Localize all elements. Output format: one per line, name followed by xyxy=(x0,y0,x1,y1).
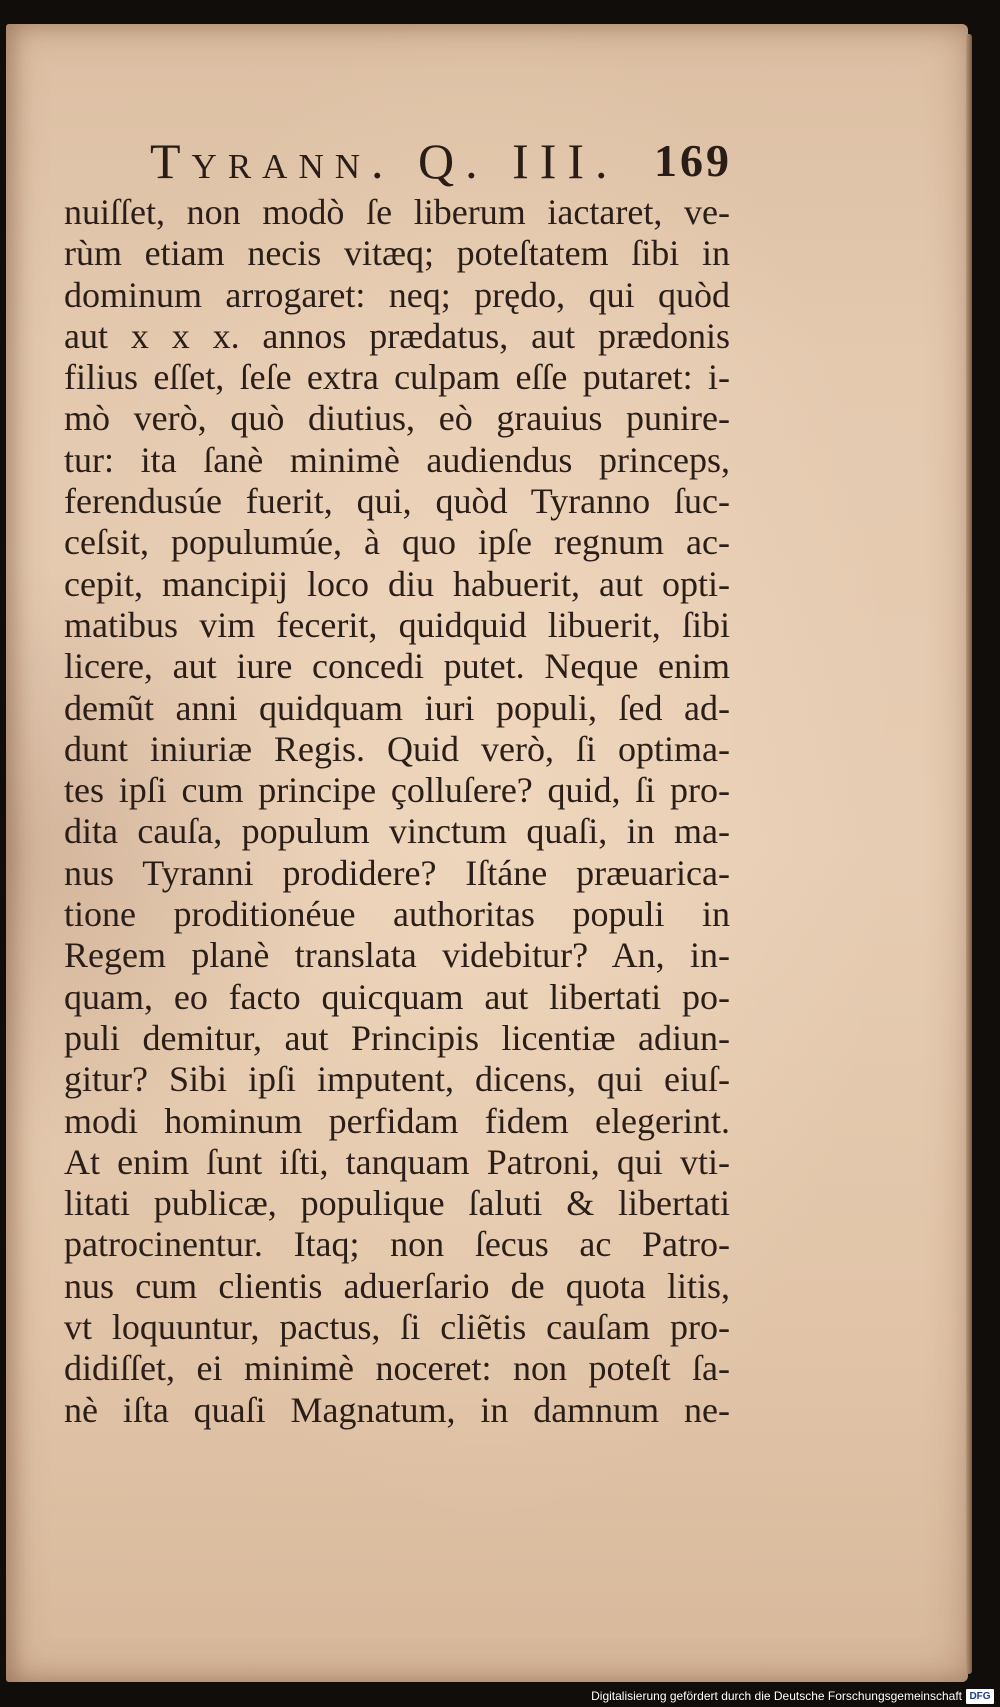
page-edge xyxy=(966,34,972,1674)
text-line: nus Tyranni prodidere? Iſtáne præuarica- xyxy=(64,852,730,893)
text-line: matibus vim fecerit, quidquid libuerit, ſibi xyxy=(64,604,730,645)
text-line: aut x x x. annos prædatus, aut prædonis xyxy=(64,315,730,356)
page-header xyxy=(150,126,732,196)
text-line: tione proditionéue authoritas populi in xyxy=(64,894,730,935)
text-line: ferendusúe fuerit, qui, quòd Tyranno ſuc- xyxy=(64,481,730,522)
body-text xyxy=(64,192,730,1431)
text-line: tes ipſi cum principe çolluſere? quid, ſi pro- xyxy=(64,770,730,811)
text-line: dunt iniuriæ Regis. Quid verò, ſi optima- xyxy=(64,728,730,769)
text-line: rùm etiam necis vitæq; poteſtatem ſibi in xyxy=(64,233,730,274)
text-line: cepit, mancipij loco diu habuerit, aut opti- xyxy=(64,563,730,604)
dfg-logo: DFG xyxy=(966,1689,994,1704)
digitization-credit: Digitalisierung gefördert durch die Deutsche Forschungsgemeinschaft xyxy=(591,1689,962,1703)
text-line: Regem planè translata videbitur? An, in- xyxy=(64,935,730,976)
text-line: quam, eo facto quicquam aut libertati po- xyxy=(64,976,730,1017)
text-line: demũt anni quidquam iuri populi, ſed ad- xyxy=(64,687,730,728)
text-line: nus cum clientis aduerſario de quota litis, xyxy=(64,1265,730,1306)
text-line: puli demitur, aut Principis licentiæ adiun- xyxy=(64,1017,730,1058)
page-number: 169 xyxy=(654,135,732,186)
text-line: modi hominum perfidam fidem elegerint. xyxy=(64,1100,730,1141)
book-page xyxy=(6,24,968,1682)
text-line: patrocinentur. Itaq; non ſecus ac Patro- xyxy=(64,1224,730,1265)
text-line: vt loquuntur, pactus, ſi cliẽtis cauſam pro- xyxy=(64,1307,730,1348)
text-line: litati publicæ, populique ſaluti & libertati xyxy=(64,1183,730,1224)
text-line: gitur? Sibi ipſi imputent, dicens, qui eiuſ- xyxy=(64,1059,730,1100)
text-line: filius eſſet, ſeſe extra culpam eſſe putaret: i- xyxy=(64,357,730,398)
text-line: nè iſta quaſi Magnatum, in damnum ne- xyxy=(64,1389,730,1430)
text-line: licere, aut iure concedi putet. Neque enim xyxy=(64,646,730,687)
text-line: At enim ſunt iſti, tanquam Patroni, qui vti- xyxy=(64,1141,730,1182)
text-line: mò verò, quò diutius, eò grauius punire- xyxy=(64,398,730,439)
running-head: Tyrann. Q. III. xyxy=(150,133,619,189)
text-line: ceſsit, populumúe, à quo ipſe regnum ac- xyxy=(64,522,730,563)
text-line: tur: ita ſanè minimè audiendus princeps, xyxy=(64,439,730,480)
text-line: nuiſſet, non modò ſe liberum iactaret, ve- xyxy=(64,192,730,232)
text-line: dita cauſa, populum vinctum quaſi, in ma- xyxy=(64,811,730,852)
text-line: dominum arrogaret: neq; prędo, qui quòd xyxy=(64,274,730,315)
text-line: didiſſet, ei minimè noceret: non poteſt ſa- xyxy=(64,1348,730,1389)
